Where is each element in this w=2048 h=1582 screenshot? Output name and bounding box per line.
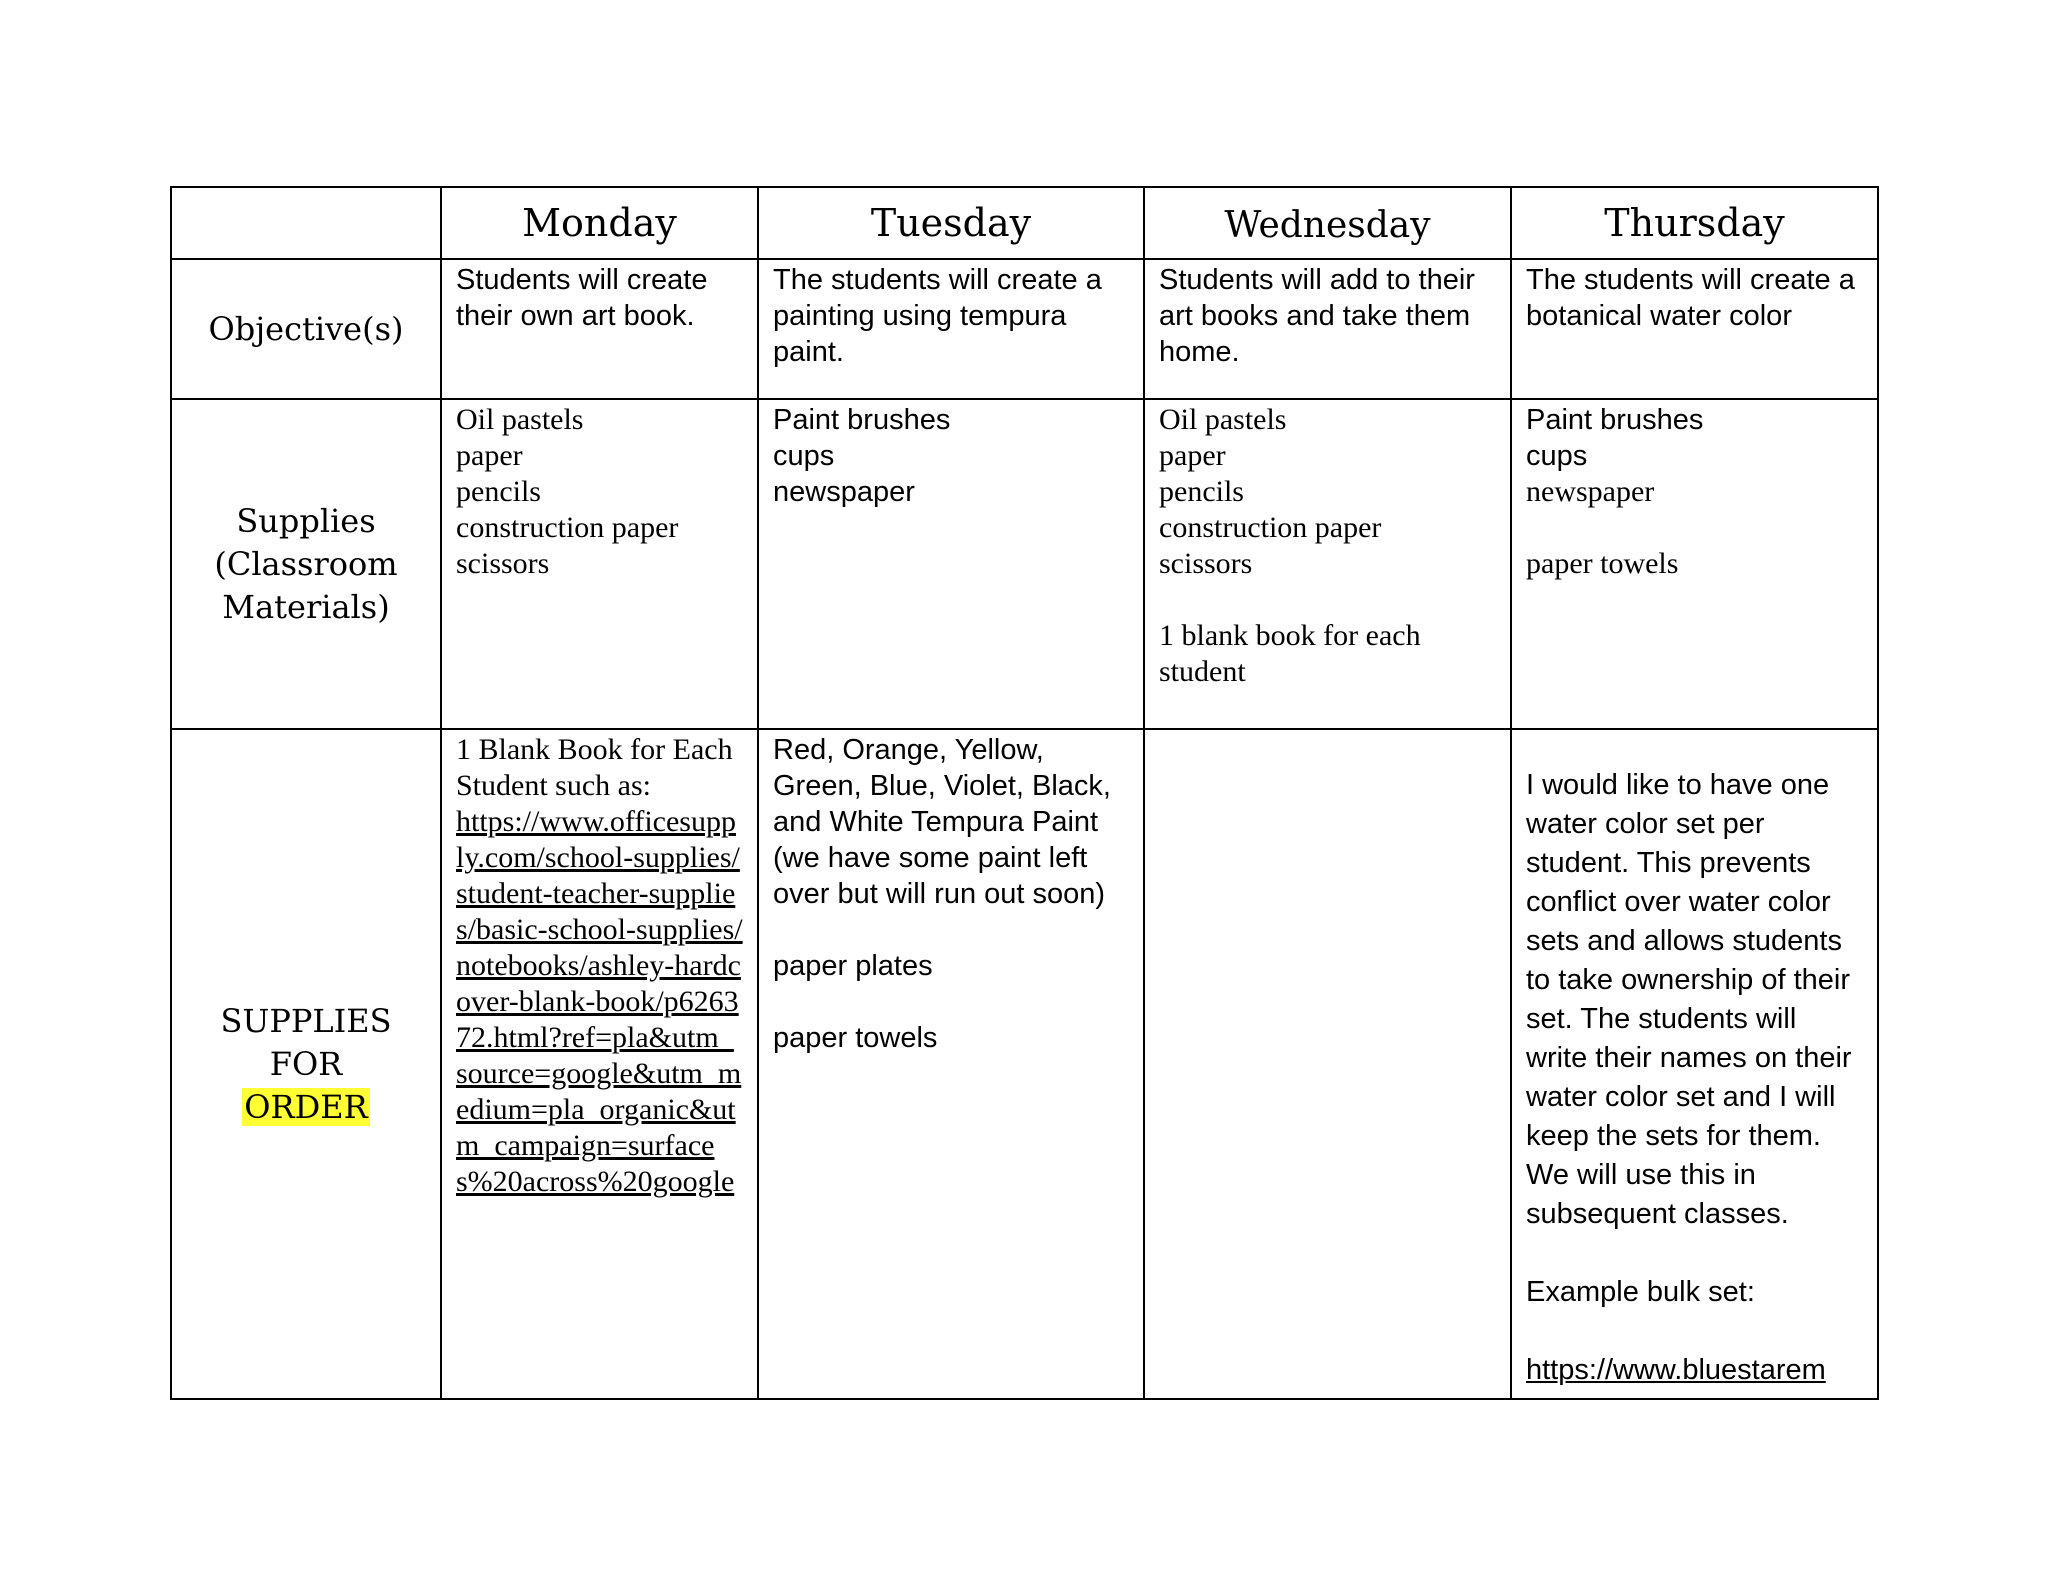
objective-tuesday: The students will create a painting using tempura paint.	[758, 259, 1144, 399]
supply-item: newspaper	[1526, 475, 1655, 508]
supply-item: Oil pastels	[456, 403, 584, 436]
example-bulk-label: Example bulk set:	[1526, 1276, 1755, 1308]
order-tuesday	[758, 729, 1144, 1399]
order-item: paper plates	[773, 950, 933, 982]
supply-item: newspaper	[773, 476, 915, 508]
supply-item: Paint brushes	[1526, 404, 1704, 436]
header-row	[171, 187, 1878, 259]
supply-item: pencils	[456, 475, 541, 508]
supply-item: scissors	[456, 547, 550, 580]
order-thursday-text: I would like to have one water color set per student. This prevents conflict over water color sets and allows students to take ownership of their set. The students will write their names on their water color set and I will keep the sets for them. We will use this in subsequent classes.	[1526, 769, 1852, 1230]
order-row	[171, 729, 1878, 1399]
supply-item: cups	[1526, 440, 1588, 472]
supplies-wednesday	[1144, 399, 1511, 729]
objective-wednesday: Students will add to their art books and take them home.	[1144, 259, 1511, 399]
supply-item: scissors	[1159, 547, 1253, 580]
day-header-thursday: Thursday	[1511, 187, 1878, 259]
order-item: paper towels	[773, 1022, 938, 1054]
corner-cell	[171, 187, 441, 259]
supplies-label-line: Materials)	[222, 587, 390, 626]
objectives-row	[171, 259, 1878, 399]
order-label-highlight	[172, 1086, 440, 1129]
spacer	[1526, 1234, 1863, 1273]
objective-monday: Students will create their own art book.	[441, 259, 758, 399]
order-label	[171, 729, 441, 1399]
supplies-label-line: Supplies	[236, 501, 376, 540]
order-thursday	[1511, 729, 1878, 1399]
spacer	[1159, 582, 1496, 618]
supplies-monday	[441, 399, 758, 729]
supply-item: Oil pastels	[1159, 403, 1287, 436]
day-header-wednesday: Wednesday	[1144, 187, 1511, 259]
supplies-thursday	[1511, 399, 1878, 729]
blank-book-link[interactable]: https://www.officesupply.com/school-supplies/student-teacher-supplies/basic-school-supplies/notebooks/ashley-hardcover-blank-book/p626372.html?ref=pla&utm_source=google&utm_medium=pla_organic&utm_campaign=surfaces%20across%20google	[456, 805, 743, 1198]
spacer	[1526, 1312, 1863, 1351]
highlighted-order-text: ORDER	[244, 1087, 368, 1126]
objectives-label: Objective(s)	[171, 259, 441, 399]
spacer	[1526, 510, 1863, 546]
order-label-line: FOR	[269, 1044, 343, 1083]
day-header-tuesday: Tuesday	[758, 187, 1144, 259]
supply-item: paper towels	[1526, 547, 1679, 580]
order-monday-intro: 1 Blank Book for Each Student such as:	[456, 733, 733, 802]
supply-item: construction paper	[1159, 511, 1382, 544]
supplies-label	[171, 399, 441, 729]
supply-item: 1 blank book for each student	[1159, 619, 1421, 688]
order-wednesday	[1144, 729, 1511, 1399]
supply-item: Paint brushes	[773, 404, 951, 436]
supplies-label-line: (Classroom	[214, 544, 398, 583]
spacer	[773, 984, 1129, 1020]
bulk-set-link[interactable]: https://www.bluestarem	[1526, 1354, 1826, 1386]
supply-item: paper	[456, 439, 523, 472]
supply-item: cups	[773, 440, 835, 472]
order-label-line: SUPPLIES	[220, 1001, 392, 1040]
spacer	[773, 912, 1129, 948]
supplies-row	[171, 399, 1878, 729]
supply-item: pencils	[1159, 475, 1244, 508]
order-item: Red, Orange, Yellow, Green, Blue, Violet, Black, and White Tempura Paint (we have some paint left over but will run out soon)	[773, 734, 1111, 910]
objective-thursday: The students will create a botanical water color	[1511, 259, 1878, 399]
day-header-monday: Monday	[441, 187, 758, 259]
order-monday	[441, 729, 758, 1399]
lesson-plan-table	[170, 186, 1879, 1400]
supply-item: paper	[1159, 439, 1226, 472]
supply-item: construction paper	[456, 511, 679, 544]
supplies-tuesday	[758, 399, 1144, 729]
